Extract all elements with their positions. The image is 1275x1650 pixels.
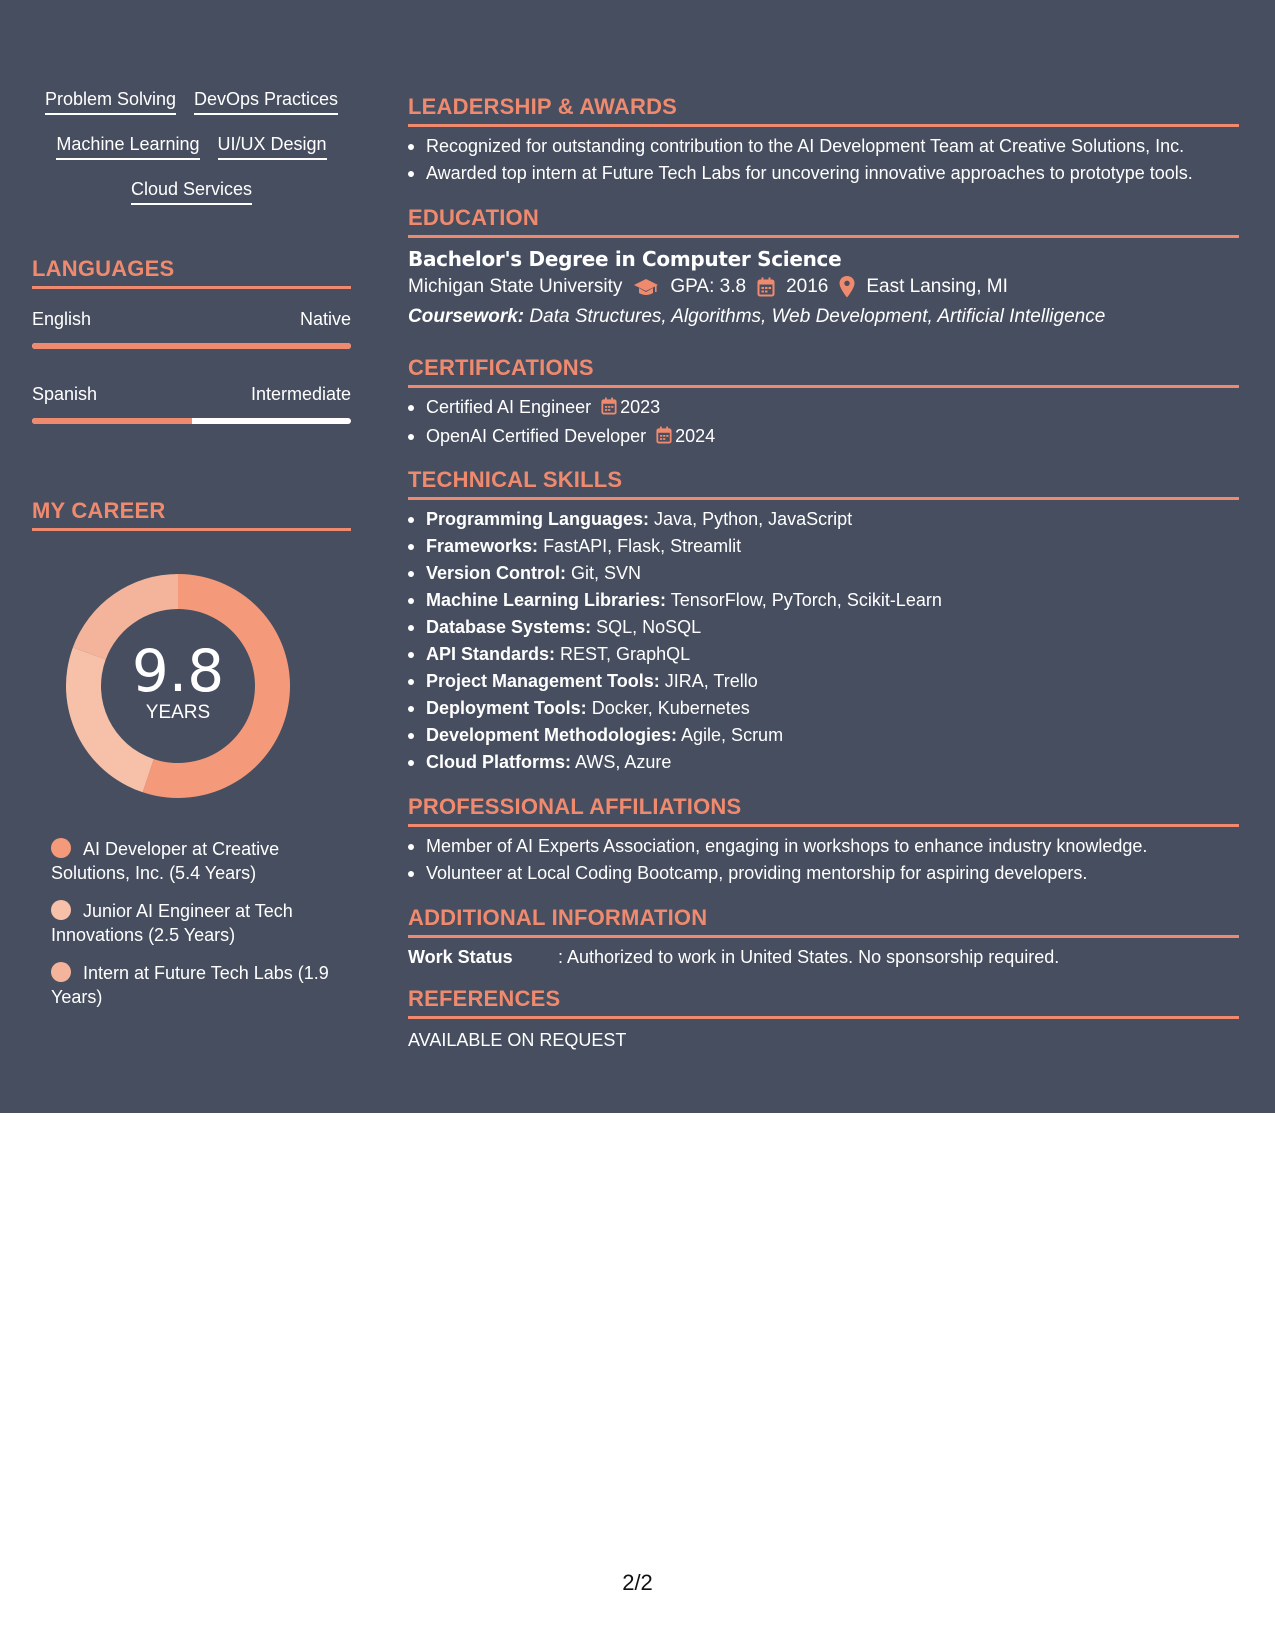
education-school: Michigan State University bbox=[408, 276, 623, 297]
list-item: Volunteer at Local Coding Bootcamp, providing mentorship for aspiring developers. bbox=[408, 860, 1239, 887]
list-item bbox=[408, 749, 1239, 776]
list-item bbox=[408, 722, 1239, 749]
list-item: Member of AI Experts Association, engaging in workshops to enhance industry knowledge. bbox=[408, 833, 1239, 860]
certification-name: Certified AI Engineer bbox=[426, 397, 592, 417]
work-status-label: Work Status bbox=[408, 947, 513, 967]
language-level: Intermediate bbox=[250, 384, 351, 404]
skill-value: Agile, Scrum bbox=[681, 725, 784, 745]
career-donut-chart bbox=[66, 574, 290, 798]
skill-value: Docker, Kubernetes bbox=[591, 698, 750, 718]
technical-skills-section bbox=[408, 466, 1239, 776]
skill-value: AWS, Azure bbox=[575, 752, 672, 772]
list-item bbox=[408, 614, 1239, 641]
additional-info-title: ADDITIONAL INFORMATION bbox=[408, 904, 1239, 938]
technical-skills-list bbox=[408, 506, 1239, 776]
graduation-cap-icon bbox=[633, 277, 659, 297]
skill-value: Java, Python, JavaScript bbox=[654, 509, 853, 529]
list-item bbox=[408, 641, 1239, 668]
career-legend-text: AI Developer at Creative Solutions, Inc. (5.4 Years) bbox=[51, 839, 280, 883]
list-item bbox=[408, 587, 1239, 614]
certifications-section bbox=[408, 354, 1239, 452]
education-details bbox=[408, 272, 1239, 302]
education-location: East Lansing, MI bbox=[866, 276, 1008, 297]
certification-year: 2023 bbox=[620, 397, 661, 417]
references-section bbox=[408, 985, 1239, 1052]
skill-value: Git, SVN bbox=[571, 563, 642, 583]
list-item: Recognized for outstanding contribution to the AI Development Team at Creative Solutions, Inc. bbox=[408, 133, 1239, 160]
language-item-spanish bbox=[32, 383, 351, 424]
list-item: Awarded top intern at Future Tech Labs for uncovering innovative approaches to prototype tools. bbox=[408, 160, 1239, 187]
coursework-label: Coursework: bbox=[408, 306, 525, 327]
leadership-list bbox=[408, 133, 1239, 187]
career-total-value: 9.8 bbox=[131, 637, 225, 705]
calendar-icon bbox=[601, 396, 617, 423]
list-item bbox=[408, 560, 1239, 587]
career-legend-text: Junior AI Engineer at Tech Innovations (2.5 Years) bbox=[51, 901, 293, 945]
skill-label: API Standards: bbox=[426, 644, 556, 664]
skill-label: Frameworks: bbox=[426, 536, 539, 556]
career-section bbox=[32, 497, 351, 1007]
skill-tag: Machine Learning bbox=[56, 133, 199, 160]
education-title: EDUCATION bbox=[408, 204, 1239, 238]
list-item bbox=[408, 695, 1239, 722]
skill-tag: UI/UX Design bbox=[218, 133, 327, 160]
education-coursework bbox=[408, 302, 1239, 332]
language-item-english bbox=[32, 308, 351, 349]
skill-value: SQL, NoSQL bbox=[596, 617, 702, 637]
education-section bbox=[408, 204, 1239, 332]
list-item bbox=[408, 506, 1239, 533]
certifications-title: CERTIFICATIONS bbox=[408, 354, 1239, 388]
skill-value: TensorFlow, PyTorch, Scikit-Learn bbox=[670, 590, 942, 610]
legend-dot-icon bbox=[51, 838, 71, 858]
certification-year: 2024 bbox=[675, 426, 716, 446]
skill-tag: Problem Solving bbox=[45, 88, 176, 115]
certification-name: OpenAI Certified Developer bbox=[426, 426, 647, 446]
affiliations-title: PROFESSIONAL AFFILIATIONS bbox=[408, 793, 1239, 827]
education-year: 2016 bbox=[786, 276, 829, 297]
career-legend-item bbox=[51, 899, 341, 947]
references-title: REFERENCES bbox=[408, 985, 1239, 1019]
location-pin-icon bbox=[839, 276, 855, 298]
skill-value: JIRA, Trello bbox=[664, 671, 758, 691]
language-name: Spanish bbox=[32, 384, 98, 404]
skill-label: Project Management Tools: bbox=[426, 671, 660, 691]
skill-label: Deployment Tools: bbox=[426, 698, 587, 718]
list-item bbox=[408, 394, 1239, 423]
skill-label: Cloud Platforms: bbox=[426, 752, 572, 772]
affiliations-section bbox=[408, 793, 1239, 887]
affiliations-list bbox=[408, 833, 1239, 887]
legend-dot-icon bbox=[51, 962, 71, 982]
language-level-bar bbox=[32, 343, 351, 349]
list-item bbox=[408, 533, 1239, 560]
career-donut-center bbox=[66, 574, 290, 798]
page-number: 2/2 bbox=[622, 1570, 653, 1595]
skill-label: Version Control: bbox=[426, 563, 567, 583]
skill-tags bbox=[32, 88, 351, 205]
additional-info-section bbox=[408, 904, 1239, 969]
education-gpa: GPA: 3.8 bbox=[670, 276, 747, 297]
career-legend-text: Intern at Future Tech Labs (1.9 Years) bbox=[51, 963, 329, 1007]
languages-title: LANGUAGES bbox=[32, 255, 351, 289]
technical-skills-title: TECHNICAL SKILLS bbox=[408, 466, 1239, 500]
list-item bbox=[408, 423, 1239, 452]
references-text: AVAILABLE ON REQUEST bbox=[408, 1030, 627, 1050]
education-degree: Bachelor's Degree in Computer Science bbox=[408, 247, 842, 271]
language-level-bar-fill bbox=[32, 343, 351, 349]
certifications-list bbox=[408, 394, 1239, 452]
language-name: English bbox=[32, 309, 92, 329]
language-level-bar bbox=[32, 418, 351, 424]
career-legend-item bbox=[51, 837, 341, 885]
skill-label: Machine Learning Libraries: bbox=[426, 590, 667, 610]
calendar-icon bbox=[656, 425, 672, 452]
skill-tag: Cloud Services bbox=[131, 178, 252, 205]
language-level-bar-fill bbox=[32, 418, 192, 424]
coursework-list: Data Structures, Algorithms, Web Development, Artificial Intelligence bbox=[529, 306, 1106, 327]
career-legend-item bbox=[51, 961, 341, 1009]
career-title: MY CAREER bbox=[32, 497, 351, 531]
skill-value: FastAPI, Flask, Streamlit bbox=[543, 536, 742, 556]
leadership-section bbox=[408, 93, 1239, 187]
leadership-title: LEADERSHIP & AWARDS bbox=[408, 93, 1239, 127]
skill-label: Development Methodologies: bbox=[426, 725, 678, 745]
skill-value: REST, GraphQL bbox=[560, 644, 691, 664]
skill-tag: DevOps Practices bbox=[194, 88, 338, 115]
legend-dot-icon bbox=[51, 900, 71, 920]
career-total-unit: YEARS bbox=[145, 702, 211, 723]
list-item bbox=[408, 668, 1239, 695]
skill-label: Database Systems: bbox=[426, 617, 592, 637]
career-legend bbox=[51, 837, 341, 1023]
skill-label: Programming Languages: bbox=[426, 509, 650, 529]
work-status-row bbox=[408, 945, 1239, 969]
calendar-icon bbox=[757, 277, 775, 297]
languages-section bbox=[32, 255, 351, 424]
work-status-value: : Authorized to work in United States. No sponsorship required. bbox=[558, 947, 1060, 967]
language-level: Native bbox=[299, 309, 351, 329]
